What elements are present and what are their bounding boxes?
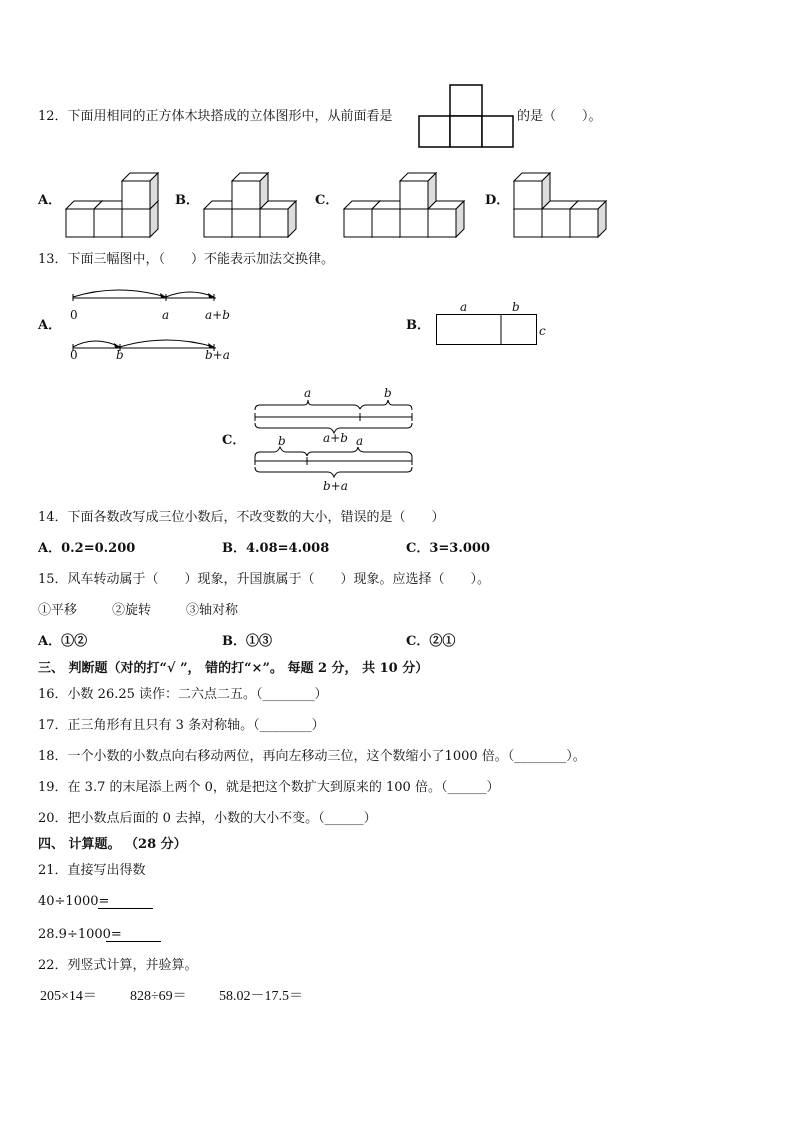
- q15-text: 15．风车转动属于（ ）现象，升国旗属于（ ）现象。应选择（ ）。: [38, 572, 491, 587]
- q21-text: 21．直接写出得数: [38, 863, 146, 878]
- q13-b-label-b: b: [512, 300, 520, 314]
- q12-text: 12．下面用相同的正方体木块搭成的立体图形中，从前面看是: [38, 109, 393, 124]
- q13-c-label-a-top: a: [304, 386, 312, 400]
- q13-c-label-b-top: b: [384, 386, 392, 400]
- q14-option-a: A．0.2=0.200: [38, 541, 136, 556]
- q13-text: 13．下面三幅图中，（ ）不能表示加法交换律。: [38, 252, 335, 267]
- section-4-title: 四、 计算题。 （28 分）: [38, 837, 187, 852]
- q13-c-label-sum-top: a+b: [323, 431, 348, 445]
- q13-a-label-b: b: [116, 348, 124, 362]
- cube-block: [514, 173, 550, 209]
- q15-option-a: A．①②: [38, 634, 88, 649]
- q13-b-label-c: c: [539, 324, 546, 338]
- cube-block: [428, 201, 464, 237]
- q13-b-label-a: a: [460, 300, 468, 314]
- q14-option-c: C．3=3.000: [406, 541, 490, 556]
- q12-option-b-label: B．: [175, 193, 199, 208]
- q19-text: 19．在 3.7 的末尾添上两个 0，就是把这个数扩大到原来的 100 倍。（______）: [38, 780, 500, 795]
- q13-option-a-label: A．: [38, 318, 62, 333]
- q21-answer-line-2[interactable]: [106, 941, 161, 942]
- q13-a-label-aplusb: a+b: [205, 308, 230, 322]
- q12-option-b-figure: [202, 160, 312, 240]
- q21-answer-line-1[interactable]: [98, 908, 153, 909]
- q12-front-view-figure: [418, 84, 514, 148]
- q14-text: 14．下面各数改写成三位小数后，不改变数的大小，错误的是（ ）: [38, 510, 445, 525]
- q13-a-label-a: a: [162, 308, 170, 322]
- cube-block: [260, 201, 296, 237]
- q15-choice-2: ②旋转: [112, 603, 152, 618]
- q15-option-c: C．②①: [406, 634, 456, 649]
- q15-choice-3: ③轴对称: [186, 603, 239, 618]
- q12-option-c-label: C．: [315, 193, 339, 208]
- q13-a-zero-1: 0: [70, 308, 78, 322]
- q13-option-b-figure: [436, 314, 538, 346]
- q22-item-2: 828÷69＝: [130, 989, 187, 1004]
- q12-option-a-label: A．: [38, 193, 62, 208]
- q13-a-zero-2: 0: [70, 348, 78, 362]
- q21-item-2: 28.9÷1000=: [38, 927, 122, 942]
- q12-suffix: 的是（ ）。: [517, 109, 602, 124]
- q13-c-label-a-low: a: [356, 434, 364, 448]
- q15-choice-1: ①平移: [38, 603, 78, 618]
- q17-text: 17．正三角形有且只有 3 条对称轴。（________）: [38, 718, 325, 733]
- section-3-title: 三、 判断题（对的打“√ ”， 错的打“×”。 每题 2 分， 共 10 分）: [38, 661, 429, 676]
- q13-option-c-label: C．: [222, 433, 246, 448]
- q13-c-label-b-low: b: [278, 434, 286, 448]
- q12-option-d-figure: [512, 160, 622, 240]
- cube-block: [570, 201, 606, 237]
- q13-a-label-bplusa: b+a: [205, 348, 230, 362]
- q12-option-c-figure: [342, 160, 472, 240]
- q15-option-b: B．①③: [222, 634, 272, 649]
- q18-text: 18．一个小数的小数点向右移动两位，再向左移动三位，这个数缩小了1000 倍。（________）。: [38, 749, 586, 764]
- q22-item-3: 58.02－17.5＝: [219, 989, 303, 1004]
- q22-text: 22．列竖式计算，并验算。: [38, 958, 198, 973]
- q21-item-1: 40÷1000=: [38, 894, 110, 909]
- q20-text: 20．把小数点后面的 0 去掉，小数的大小不变。（______）: [38, 811, 377, 826]
- cube-block: [232, 173, 268, 209]
- q13-option-b-label: B．: [406, 318, 430, 333]
- q22-item-1: 205×14＝: [40, 989, 97, 1004]
- cube-block: [122, 173, 158, 209]
- q13-c-label-sum-low: b+a: [323, 479, 348, 493]
- q16-text: 16．小数 26.25 读作：二六点二五。（________）: [38, 687, 328, 702]
- q14-option-b: B．4.08=4.008: [222, 541, 330, 556]
- q12-option-a-figure: [64, 160, 174, 240]
- q12-option-d-label: D．: [485, 193, 510, 208]
- cube-block: [400, 173, 436, 209]
